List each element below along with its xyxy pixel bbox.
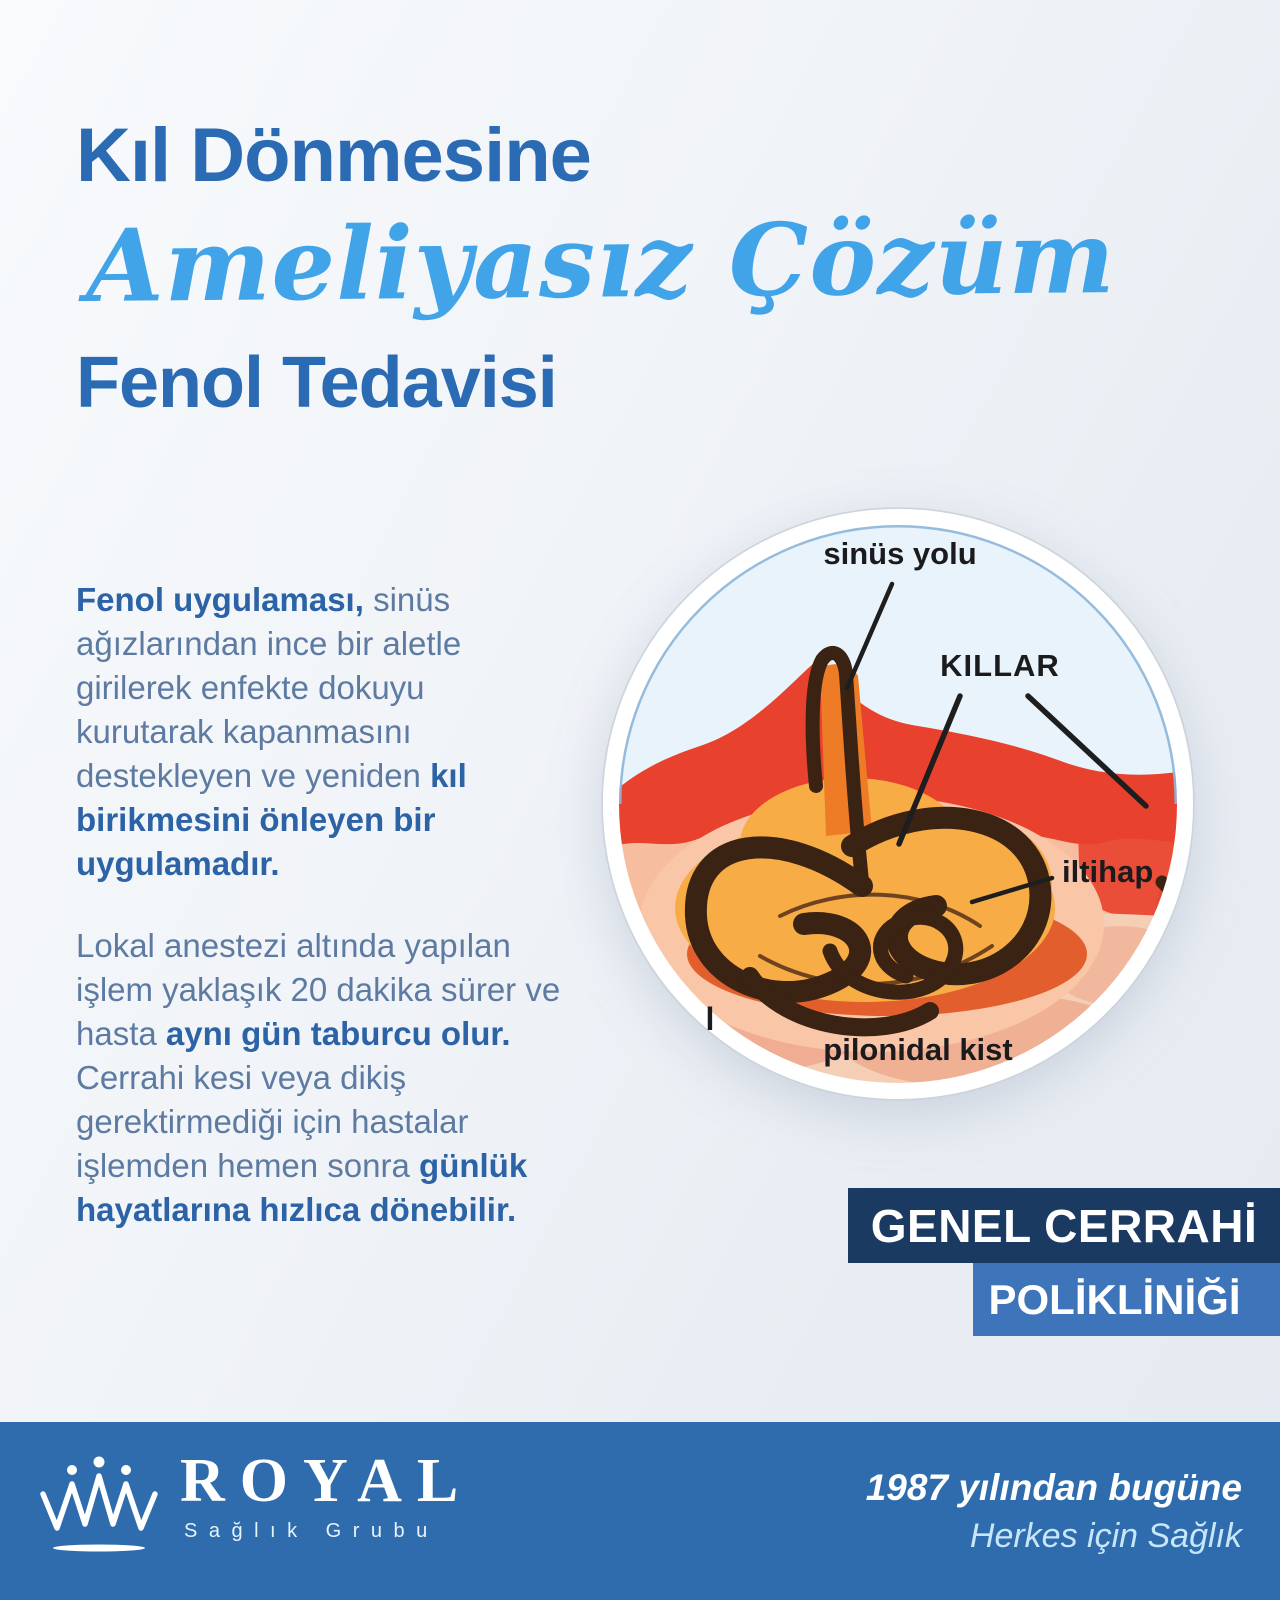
intro-paragraph	[76, 578, 621, 886]
paragraph-line	[76, 1056, 621, 1100]
intro-bold-lead: Fenol uygulaması,	[76, 581, 364, 618]
intro-bold: uygulamadır.	[76, 845, 280, 882]
details-text: işlemden hemen sonra	[76, 1147, 420, 1184]
intro-bold: kıl	[430, 757, 467, 794]
headline	[76, 113, 1116, 423]
brand-subtitle: Sağlık Grubu	[184, 1520, 439, 1542]
details-text: Lokal anestezi altında yapılan	[76, 927, 511, 964]
footer	[0, 1422, 1280, 1600]
paragraph-line	[76, 578, 621, 622]
intro-bold: birikmesini önleyen bir	[76, 801, 436, 838]
details-text: gerektirmediği için hastalar	[76, 1103, 469, 1140]
paragraph-line	[76, 1100, 621, 1144]
paragraph-line	[76, 1144, 621, 1188]
footer-tagline-2: Herkes için Sağlık	[969, 1517, 1242, 1556]
footer-taglines	[866, 1466, 1242, 1557]
details-text: işlem yaklaşık 20 dakika sürer ve	[76, 971, 561, 1008]
details-text: Cerrahi kesi veya dikiş	[76, 1059, 407, 1096]
paragraph-line	[76, 622, 621, 666]
label-partial: l	[705, 1001, 715, 1037]
paragraph-line	[76, 1188, 621, 1232]
headline-script: Ameliyasız Çözüm	[85, 197, 1116, 325]
pilonidal-cyst-diagram	[600, 496, 1200, 1110]
details-text: hasta	[76, 1015, 166, 1052]
brand-logo	[36, 1447, 474, 1556]
label-sinus-tract: sinüs yolu	[823, 536, 977, 571]
crown-icon	[36, 1456, 162, 1556]
department-line1: GENEL CERRAHİ	[870, 1199, 1258, 1252]
details-paragraph	[76, 924, 621, 1232]
label-pilonidal-cyst: pilonidal kist	[823, 1032, 1013, 1067]
paragraph-line	[76, 1012, 621, 1056]
label-inflammation: iltihap	[1062, 854, 1154, 889]
intro-text: girilerek enfekte dokuyu	[76, 669, 425, 706]
paragraph-line	[76, 968, 621, 1012]
department-line2: POLİKLİNİĞİ	[988, 1275, 1241, 1323]
details-bold: aynı gün taburcu olur.	[165, 1015, 511, 1052]
details-bold: günlük	[419, 1147, 528, 1184]
paragraph-line	[76, 798, 621, 842]
paragraph-line	[76, 710, 621, 754]
department-banner-secondary	[973, 1263, 1280, 1336]
intro-text: ağızlarından ince bir aletle	[76, 625, 462, 662]
brand-text	[180, 1447, 474, 1543]
paragraph-line	[76, 924, 621, 968]
paragraph-line	[76, 754, 621, 798]
brand-name: ROYAL	[180, 1447, 474, 1515]
intro-text: kurutarak kapanmasını	[76, 713, 412, 750]
intro-text: destekleyen ve yeniden	[76, 757, 431, 794]
intro-text: sinüs	[363, 581, 451, 618]
headline-line3: Fenol Tedavisi	[76, 342, 557, 423]
headline-line1: Kıl Dönmesine	[76, 113, 591, 198]
paragraph-line	[76, 666, 621, 710]
label-hairs: KILLAR	[940, 648, 1060, 683]
details-bold: hayatlarına hızlıca dönebilir.	[76, 1191, 517, 1228]
paragraph-line	[76, 842, 621, 886]
department-banner-primary	[848, 1188, 1280, 1263]
footer-tagline-1: 1987 yılından bugüne	[865, 1467, 1242, 1508]
